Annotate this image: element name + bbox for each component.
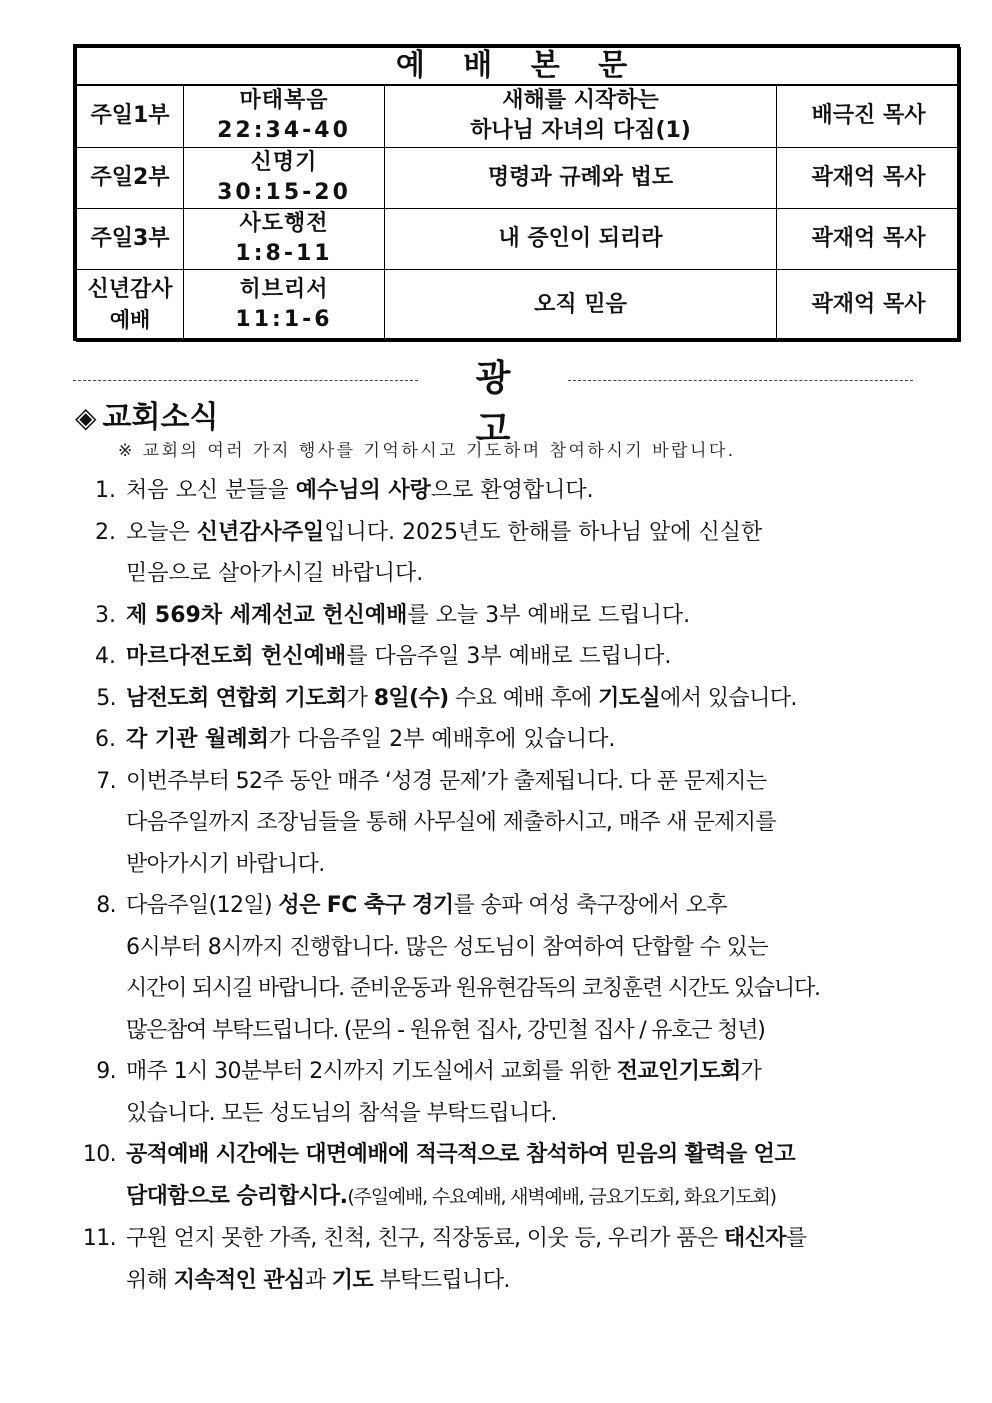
diamond-icon: ◈ bbox=[75, 401, 97, 434]
sermon-row bbox=[77, 269, 961, 341]
list-item: 10. 공적예배 시간에는 대면예배에 적극적으로 참석하여 믿음의 활력을 얻고 담대함으로 승리합시다.(주일예배, 수요예배, 새벽예배, 금요기도회, 화요기도회) bbox=[82, 1142, 795, 1209]
divider bbox=[73, 380, 418, 381]
list-item: 8. 다음주일(12일) 성은 FC 축구 경기를 송파 여성 축구장에서 오후 6시부터 8시까지 진행합니다. 많은 성도님이 참여하여 단합할 수 있는 시간이 되시길 바랍니다. 준비운동과 원유현감독의 코칭훈련 시간도 있습니다. 많은참여 부탁드립니다. (문의 - 원유현 집사, 강민철 집사 / 유호근 청년) bbox=[96, 893, 820, 1043]
scripture-ref: 신명기 30:15-20 bbox=[184, 147, 385, 208]
service-name: 주일3부 bbox=[77, 208, 184, 269]
sermon-table bbox=[73, 44, 960, 341]
news-list bbox=[70, 470, 860, 1301]
list-item: 9. 매주 1시 30분부터 2시까지 기도실에서 교회를 위한 전교인기도회가 있습니다. 모든 성도님의 참석을 부탁드립니다. bbox=[96, 1059, 762, 1126]
sermon-table-title: 예 배 본 문 bbox=[77, 48, 961, 86]
sermon-row bbox=[77, 147, 961, 208]
announcement-title: 광 고 bbox=[475, 358, 551, 450]
divider bbox=[568, 380, 913, 381]
news-heading-text: 교회소식 bbox=[102, 400, 219, 435]
list-item: 1. 처음 오신 분들을 예수님의 사랑으로 환영합니다. bbox=[95, 478, 594, 503]
list-item: 4. 마르다전도회 헌신예배를 다음주일 3부 예배로 드립니다. bbox=[95, 644, 672, 669]
service-name: 주일2부 bbox=[77, 147, 184, 208]
news-heading bbox=[75, 392, 218, 436]
preacher: 곽재억 목사 bbox=[777, 208, 961, 269]
scripture-ref: 마태복음 22:34-40 bbox=[184, 85, 385, 147]
service-name: 주일1부 bbox=[77, 85, 184, 147]
service-name: 신년감사 예배 bbox=[77, 269, 184, 341]
preacher: 곽재억 목사 bbox=[777, 147, 961, 208]
news-note: ※ 교회의 여러 가지 행사를 기억하시고 기도하며 참여하시기 바랍니다. bbox=[118, 441, 736, 461]
list-item: 6. 각 기관 월례회가 다음주일 2부 예배후에 있습니다. bbox=[95, 727, 616, 752]
scripture-ref: 히브리서 11:1-6 bbox=[184, 269, 385, 341]
list-item: 11. 구원 얻지 못한 가족, 친척, 친구, 직장동료, 이웃 등, 우리가 품은 태신자를 위해 지속적인 관심과 기도 부탁드립니다. bbox=[82, 1226, 807, 1293]
sermon-row bbox=[77, 85, 961, 147]
sermon-row bbox=[77, 208, 961, 269]
list-item: 2. 오늘은 신년감사주일입니다. 2025년도 한해를 하나님 앞에 신실한 믿음으로 살아가시길 바랍니다. bbox=[95, 519, 763, 586]
list-item: 3. 제 569차 세계선교 헌신예배를 오늘 3부 예배로 드립니다. bbox=[95, 602, 691, 628]
scripture-ref: 사도행전 1:8-11 bbox=[184, 208, 385, 269]
preacher: 곽재억 목사 bbox=[777, 269, 961, 341]
sermon-title: 명령과 규례와 법도 bbox=[385, 147, 777, 208]
sermon-title: 새해를 시작하는 하나님 자녀의 다짐(1) bbox=[385, 85, 777, 147]
list-item: 7. 이번주부터 52주 동안 매주 ‘성경 문제’가 출제됩니다. 다 푼 문제지는 다음주일까지 조장님들을 통해 사무실에 제출하시고, 매주 새 문제지를 받아가시기 바랍니다. bbox=[96, 768, 777, 877]
sermon-title: 오직 믿음 bbox=[385, 269, 777, 341]
preacher: 배극진 목사 bbox=[777, 85, 961, 147]
list-item: 5. 남전도회 연합회 기도회가 8일(수) 수요 예배 후에 기도실에서 있습니다. bbox=[96, 685, 797, 711]
sermon-title: 내 증인이 되리라 bbox=[385, 208, 777, 269]
